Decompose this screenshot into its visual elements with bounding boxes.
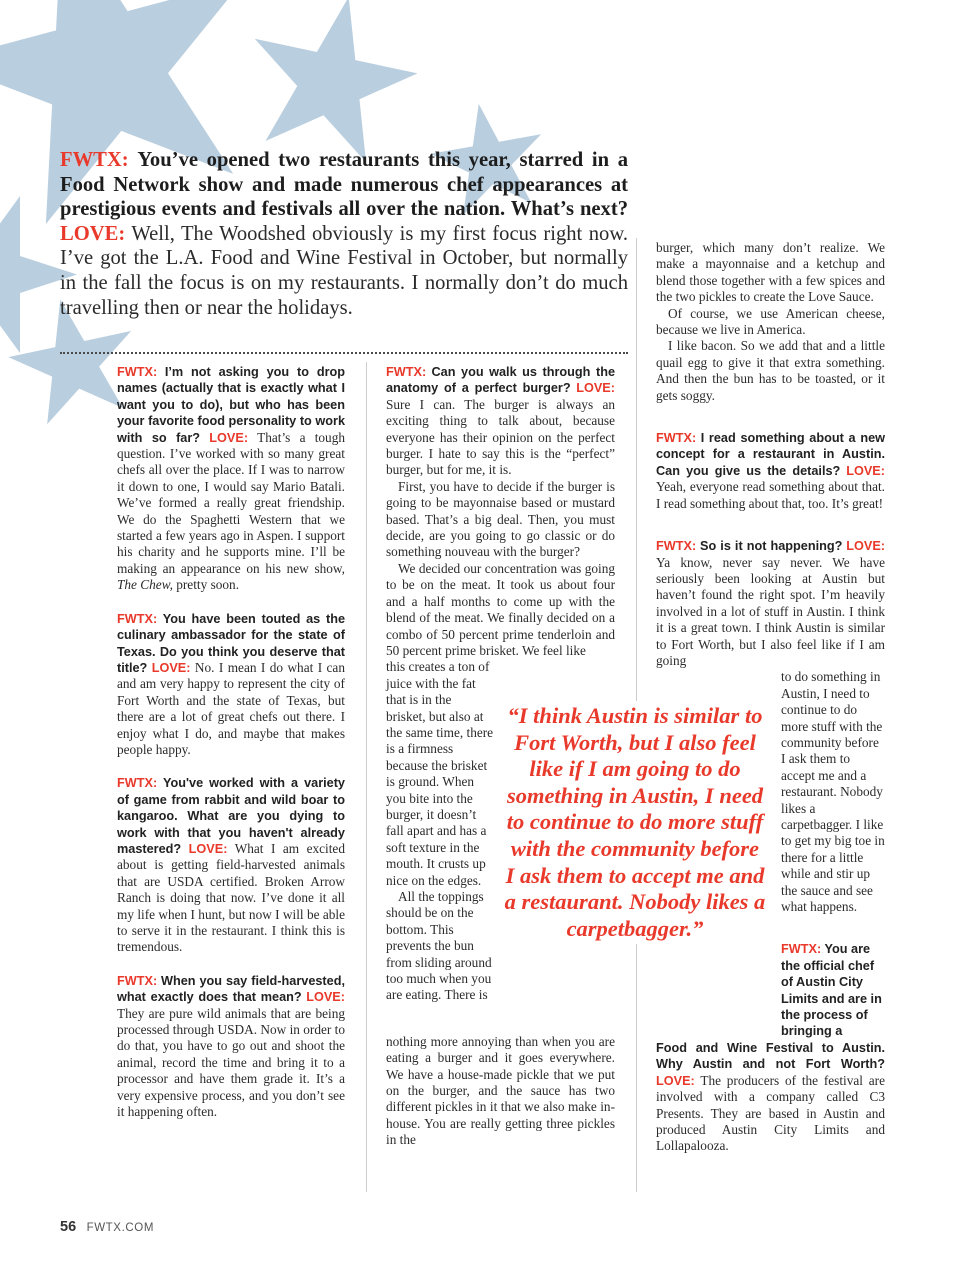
answer-text: That’s a tough question. I’ve worked with so many great chefs all over the place. If I was to narrow it down to one, I would say Mario Batali. We’ve formed a really great friendship. We do the Spaghetti Western that we started a few years ago in Aspen. I support his charity and he supports mine. I’ll be making an appearance on his new show,: [117, 429, 346, 576]
answer-paragraph: Of course, we use American cheese, because we live in America.: [656, 305, 885, 338]
question-text: So is it not happening?: [700, 539, 843, 554]
question-text: Food and Wine Festival to Austin. Why Austin and not Fort Worth?: [656, 1040, 885, 1072]
wrapped-text-block: [386, 659, 494, 1004]
site-name: FWTX.COM: [86, 1222, 154, 1234]
question-text: I’m not asking you to drop names (actually that is exactly what I want you to do), but who has been your favorite food personality to work with so far?: [117, 365, 346, 445]
fwtx-label: FWTX:: [386, 365, 427, 379]
answer-paragraph: burger, which many don’t realize. We make a mayonnaise and a ketchup and blend those together with a few spices and the two pickles to create the Love Sauce.: [656, 240, 885, 305]
answer-paragraph: We decided our concentration was going to be on the meat. It took us about four and a half months to come up with the blend of the meat. We finally decided on a combo of 50 percent prime tenderloin and 50 percent prime brisket. We feel like: [386, 560, 615, 658]
intro-paragraph: [60, 148, 628, 320]
wrapped-text-block: [781, 669, 885, 1040]
qa-culinary-ambassador: [117, 611, 345, 759]
qa-not-happening: [656, 538, 885, 669]
answer-paragraph: nothing more annoying than when you are eating a burger and it goes everywhere. We have a house-made pickle that we put on the burger, and the sauce has two different pickles in it that we also make in-house. You are really getting three pickles in the: [386, 1033, 615, 1148]
answer-text: What I am excited about is getting field-harvested animals that are USDA certified. Broken Arrow Ranch is doing that now. I’ve done it all my life when I hunt, but now I will be able to serve it in the restaurant. I think this is tremendous.: [117, 840, 345, 955]
answer-text: Sure I can. The burger is always an exciting thing to talk about, because everyone has their opinion on the perfect burger. I hate to say this is the “perfect” burger, but for me, it is.: [386, 396, 615, 478]
column-right: [656, 240, 885, 1155]
answer-text: Ya know, never say never. We have seriously been looking at Austin but haven’t found the right spot. I’m heavily involved in a lot of stuff in Austin. I think it is a great town. I think Austin is similar to Fort Worth, but I also feel like if I am going: [656, 554, 885, 668]
answer-paragraph: to do something in Austin, I need to continue to do more stuff with the community before I ask them to accept me and a restaurant. Nobody likes a carpetbagger. I like to get my big toe in there for a little while and stir up the sauce and see what happens.: [781, 669, 885, 915]
question-text: You've worked with a variety of game from rabbit and wild boar to kangaroo. What are you dying to work with that you haven't already mastered?: [117, 776, 345, 856]
answer-text: The producers of the festival are involved with a company called C3 Presents. They are based in Austin and produced Austin City Limits and Lollapalooza.: [656, 1072, 885, 1154]
intro-question: You’ve opened two restaurants this year, starred in a Food Network show and made numerous chef appearances at prestigious events and festivals all over the nation. What’s next?: [60, 149, 628, 221]
fwtx-label: FWTX:: [117, 776, 158, 791]
love-label: LOVE:: [846, 539, 886, 554]
column-left: [117, 364, 345, 1120]
love-label: LOVE:: [188, 841, 228, 856]
answer-text: pretty soon.: [176, 577, 240, 593]
fwtx-label: FWTX:: [117, 973, 158, 988]
question-text: I read something about a new concept for a restaurant in Austin. Can you give us the details?: [656, 431, 885, 478]
answer-paragraph: First, you have to decide if the burger is going to be mayonnaise based or mustard based. That’s a big deal. Then, you must decide, are you going to go classic or do something nouveau with the burger?: [386, 478, 615, 560]
love-label: LOVE:: [60, 222, 126, 245]
qa-game-meats: [117, 775, 345, 955]
column-rule: [366, 362, 367, 1192]
question-text: You have been touted as the culinary ambassador for the state of Texas. Do you think you deserve that title?: [117, 611, 345, 675]
answer-text-italic: The Chew,: [117, 577, 173, 593]
answer-text: Yeah, everyone read something about that. I read something about that, too. It’s great!: [656, 479, 885, 511]
question-text: You are the official chef of Austin City Limits and are in the process of bringing a: [781, 942, 882, 1039]
fwtx-label: FWTX:: [656, 539, 697, 554]
intro-answer: Well, The Woodshed obviously is my first focus right now. I’ve got the L.A. Food and Wine Festival in October, but normally in the fall the focus is on my restaurants. I normally don’t do much travelling then or near the holidays.: [60, 222, 629, 319]
pull-quote: “I think Austin is similar to Fort Worth, but I also feel like if I am going to do something in Austin, I need to continue to do more stuff with the community before I ask them to accept me and a restaurant. Nobody likes a carpetbagger.”: [504, 701, 766, 944]
page-number: 56: [60, 1219, 77, 1235]
page-footer: [60, 1218, 154, 1236]
dotted-divider: [60, 352, 628, 354]
love-label: LOVE:: [306, 990, 345, 1005]
fwtx-label: FWTX:: [60, 149, 129, 171]
answer-text: They are pure wild animals that are being processed through USDA. Now in order to do that, you have to go out and shoot the animal, record the time and bring it to a processor and have them grade it. It’s a very expensive process, and you don’t see it happening often.: [117, 1005, 345, 1120]
qa-official-chef: [781, 941, 885, 1039]
qa-field-harvested: [117, 973, 345, 1121]
fwtx-label: FWTX:: [656, 431, 697, 446]
love-label: LOVE:: [656, 1073, 695, 1088]
love-label: LOVE:: [846, 463, 885, 478]
answer-paragraph: I like bacon. So we add that and a little quail egg to give it that extra something. And then the bun has to be toasted, or it gets soggy.: [656, 338, 885, 403]
love-label: LOVE:: [576, 381, 615, 396]
love-label: LOVE:: [209, 430, 249, 445]
qa-austin-concept: [656, 430, 885, 512]
question-text: Can you walk us through the anatomy of a perfect burger?: [386, 365, 615, 396]
question-text: When you say field-harvested, what exactly does that mean?: [117, 973, 345, 1005]
fwtx-label: FWTX:: [117, 365, 158, 379]
qa-favorite-food-personality: [117, 364, 345, 594]
qa-perfect-burger: [386, 364, 615, 479]
love-label: LOVE:: [151, 660, 191, 675]
qa-official-chef-continued: [656, 1040, 885, 1155]
answer-text: No. I mean I do what I can and am very happy to represent the city of Fort Worth and the state of Texas, but there are a lot of great chefs out there. I enjoy what I do, and maybe that makes people happy.: [117, 659, 345, 757]
answer-paragraph: All the toppings should be on the bottom. This prevents the bun from sliding around too much when you are eating. There is: [386, 889, 492, 1003]
answer-paragraph: this creates a ton of juice with the fat that is in the brisket, but also at the same time, there is a firmness because the brisket is ground. When you bite into the burger, it doesn’t fall apart and has a soft texture in the mouth. It crusts up nice on the edges.: [386, 659, 494, 888]
fwtx-label: FWTX:: [781, 942, 822, 957]
fwtx-label: FWTX:: [117, 611, 158, 626]
